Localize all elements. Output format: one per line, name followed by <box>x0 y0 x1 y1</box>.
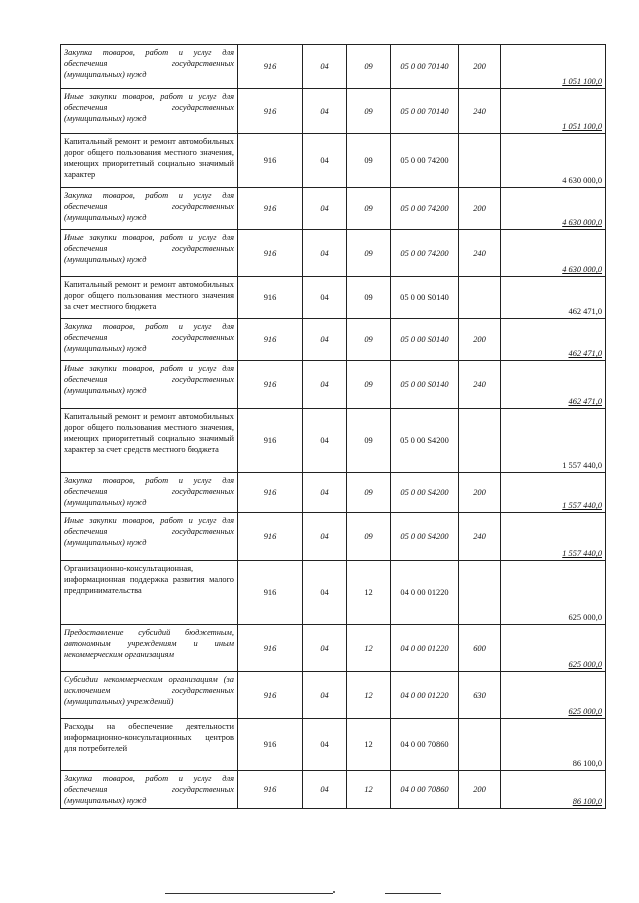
table-row <box>61 473 606 513</box>
table-row <box>61 319 606 361</box>
cell-vr: 630 <box>459 672 501 719</box>
cell-sum <box>501 230 606 277</box>
cell-csr: 05 0 00 S0140 <box>391 361 459 409</box>
table-row <box>61 361 606 409</box>
cell-gr: 916 <box>238 188 303 230</box>
cell-sum <box>501 361 606 409</box>
footer-dot <box>333 891 335 893</box>
cell-gr: 916 <box>238 561 303 625</box>
cell-vr: 200 <box>459 188 501 230</box>
cell-gr: 916 <box>238 89 303 134</box>
cell-sum <box>501 672 606 719</box>
cell-pr: 09 <box>347 361 391 409</box>
cell-csr: 04 0 00 01220 <box>391 561 459 625</box>
cell-name: Иные закупки товаров, работ и услуг для обеспечения государственных (муниципальных) нужд <box>61 230 238 277</box>
cell-name: Капитальный ремонт и ремонт автомобильных дорог общего пользования местного значения за счет местного бюджета <box>61 277 238 319</box>
cell-gr: 916 <box>238 45 303 89</box>
cell-rz: 04 <box>303 513 347 561</box>
footer-signature-line-left <box>165 893 333 894</box>
cell-name: Иные закупки товаров, работ и услуг для обеспечения государственных (муниципальных) нужд <box>61 513 238 561</box>
cell-sum <box>501 319 606 361</box>
cell-gr: 916 <box>238 513 303 561</box>
sum-value: 1 051 100,0 <box>562 122 602 131</box>
cell-sum <box>501 89 606 134</box>
cell-csr: 04 0 00 70860 <box>391 719 459 771</box>
cell-gr: 916 <box>238 771 303 809</box>
cell-pr: 09 <box>347 134 391 188</box>
cell-pr: 09 <box>347 409 391 473</box>
sum-value: 462 471,0 <box>568 397 602 406</box>
sum-value: 4 630 000,0 <box>562 218 602 227</box>
cell-name: Расходы на обеспечение деятельности информационно-консультационных центров для потребителей <box>61 719 238 771</box>
cell-rz: 04 <box>303 719 347 771</box>
cell-csr: 05 0 00 S4200 <box>391 473 459 513</box>
cell-pr: 12 <box>347 561 391 625</box>
table-row <box>61 561 606 625</box>
cell-pr: 12 <box>347 771 391 809</box>
cell-name: Закупка товаров, работ и услуг для обеспечения государственных (муниципальных) нужд <box>61 188 238 230</box>
cell-vr: 200 <box>459 45 501 89</box>
cell-gr: 916 <box>238 277 303 319</box>
cell-gr: 916 <box>238 672 303 719</box>
cell-name: Закупка товаров, работ и услуг для обеспечения государственных (муниципальных) нужд <box>61 319 238 361</box>
cell-name: Предоставление субсидий бюджетным, автономным учреждениям и иным некоммерческим организациям <box>61 625 238 672</box>
cell-vr <box>459 409 501 473</box>
cell-vr: 200 <box>459 473 501 513</box>
cell-sum <box>501 188 606 230</box>
cell-sum <box>501 409 606 473</box>
cell-pr: 12 <box>347 625 391 672</box>
table-row <box>61 89 606 134</box>
cell-name: Иные закупки товаров, работ и услуг для обеспечения государственных (муниципальных) нужд <box>61 89 238 134</box>
cell-sum <box>501 277 606 319</box>
cell-name: Закупка товаров, работ и услуг для обеспечения государственных (муниципальных) нужд <box>61 473 238 513</box>
sum-value: 4 630 000,0 <box>562 265 602 274</box>
table-row <box>61 672 606 719</box>
cell-sum <box>501 45 606 89</box>
cell-sum <box>501 134 606 188</box>
cell-gr: 916 <box>238 625 303 672</box>
cell-pr: 09 <box>347 45 391 89</box>
cell-rz: 04 <box>303 230 347 277</box>
sum-value: 4 630 000,0 <box>562 176 602 185</box>
table-row <box>61 719 606 771</box>
cell-csr: 05 0 00 S0140 <box>391 319 459 361</box>
sum-value: 1 557 440,0 <box>562 549 602 558</box>
cell-sum <box>501 561 606 625</box>
cell-gr: 916 <box>238 134 303 188</box>
sum-value: 462 471,0 <box>568 307 602 316</box>
cell-sum <box>501 473 606 513</box>
cell-csr: 05 0 00 74200 <box>391 134 459 188</box>
cell-gr: 916 <box>238 319 303 361</box>
cell-rz: 04 <box>303 134 347 188</box>
cell-vr <box>459 561 501 625</box>
table-row <box>61 771 606 809</box>
cell-vr: 200 <box>459 319 501 361</box>
cell-rz: 04 <box>303 473 347 513</box>
cell-vr: 240 <box>459 513 501 561</box>
table-row <box>61 45 606 89</box>
sum-value: 625 000,0 <box>568 707 602 716</box>
cell-gr: 916 <box>238 361 303 409</box>
cell-rz: 04 <box>303 188 347 230</box>
cell-csr: 04 0 00 01220 <box>391 672 459 719</box>
cell-vr <box>459 277 501 319</box>
sum-value: 462 471,0 <box>568 349 602 358</box>
cell-vr: 600 <box>459 625 501 672</box>
cell-vr <box>459 719 501 771</box>
cell-csr: 04 0 00 70860 <box>391 771 459 809</box>
cell-pr: 12 <box>347 719 391 771</box>
cell-csr: 04 0 00 01220 <box>391 625 459 672</box>
cell-rz: 04 <box>303 409 347 473</box>
cell-rz: 04 <box>303 672 347 719</box>
sum-value: 86 100,0 <box>572 797 602 806</box>
cell-rz: 04 <box>303 625 347 672</box>
cell-name: Закупка товаров, работ и услуг для обеспечения государственных (муниципальных) нужд <box>61 45 238 89</box>
cell-name: Капитальный ремонт и ремонт автомобильных дорог общего пользования местного значения, имеющих приоритетный социально значимый характер за счет средств местного бюджета <box>61 409 238 473</box>
cell-pr: 09 <box>347 319 391 361</box>
cell-name: Закупка товаров, работ и услуг для обеспечения государственных (муниципальных) нужд <box>61 771 238 809</box>
cell-rz: 04 <box>303 771 347 809</box>
sum-value: 1 557 440,0 <box>562 461 602 470</box>
table-row <box>61 409 606 473</box>
cell-csr: 05 0 00 70140 <box>391 45 459 89</box>
cell-sum <box>501 771 606 809</box>
table-row <box>61 625 606 672</box>
cell-rz: 04 <box>303 361 347 409</box>
cell-name: Капитальный ремонт и ремонт автомобильных дорог общего пользования местного значения, имеющих приоритетный социально значимый характер <box>61 134 238 188</box>
table-row <box>61 277 606 319</box>
sum-value: 86 100,0 <box>572 759 602 768</box>
cell-pr: 09 <box>347 89 391 134</box>
sum-value: 625 000,0 <box>568 660 602 669</box>
cell-pr: 12 <box>347 672 391 719</box>
cell-name: Организационно-консультационная, информационная поддержка развития малого предпринимательства <box>61 561 238 625</box>
cell-name: Субсидии некоммерческим организациям (за исключением государственных (муниципальных) учреждений) <box>61 672 238 719</box>
cell-rz: 04 <box>303 561 347 625</box>
cell-pr: 09 <box>347 277 391 319</box>
cell-rz: 04 <box>303 277 347 319</box>
cell-vr: 240 <box>459 361 501 409</box>
table-row <box>61 188 606 230</box>
table-row <box>61 230 606 277</box>
cell-vr <box>459 134 501 188</box>
sum-value: 625 000,0 <box>568 613 602 622</box>
cell-csr: 05 0 00 S4200 <box>391 409 459 473</box>
budget-table <box>60 44 606 809</box>
cell-rz: 04 <box>303 319 347 361</box>
cell-sum <box>501 625 606 672</box>
cell-rz: 04 <box>303 45 347 89</box>
cell-rz: 04 <box>303 89 347 134</box>
table-row <box>61 513 606 561</box>
cell-gr: 916 <box>238 719 303 771</box>
cell-pr: 09 <box>347 230 391 277</box>
cell-name: Иные закупки товаров, работ и услуг для обеспечения государственных (муниципальных) нужд <box>61 361 238 409</box>
cell-csr: 05 0 00 74200 <box>391 188 459 230</box>
cell-gr: 916 <box>238 473 303 513</box>
cell-pr: 09 <box>347 188 391 230</box>
cell-csr: 05 0 00 70140 <box>391 89 459 134</box>
cell-sum <box>501 513 606 561</box>
cell-pr: 09 <box>347 513 391 561</box>
cell-vr: 200 <box>459 771 501 809</box>
cell-sum <box>501 719 606 771</box>
table-row <box>61 134 606 188</box>
cell-gr: 916 <box>238 409 303 473</box>
cell-csr: 05 0 00 S0140 <box>391 277 459 319</box>
cell-vr: 240 <box>459 89 501 134</box>
cell-csr: 05 0 00 S4200 <box>391 513 459 561</box>
cell-pr: 09 <box>347 473 391 513</box>
footer-signature-line-right <box>385 893 441 894</box>
cell-vr: 240 <box>459 230 501 277</box>
cell-csr: 05 0 00 74200 <box>391 230 459 277</box>
cell-gr: 916 <box>238 230 303 277</box>
sum-value: 1 051 100,0 <box>562 77 602 86</box>
sum-value: 1 557 440,0 <box>562 501 602 510</box>
